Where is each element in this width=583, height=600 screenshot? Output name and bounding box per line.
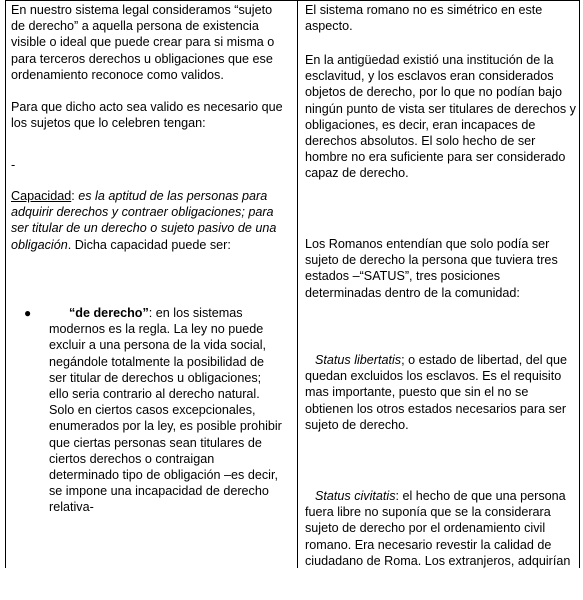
capacidad-colon: :	[71, 189, 79, 203]
right-paragraph-1: El sistema romano no es simétrico en este aspecto.	[305, 3, 543, 34]
capacidad-paragraph	[11, 188, 289, 253]
capacidad-label: Capacidad	[11, 189, 72, 203]
capacidad-definition: es la aptitud de las personas para adquirir derechos y contraer obligaciones; para ser titular de un derecho o sujeto pasivo de una obligación	[11, 189, 277, 252]
status-civitatis-title: Status civitatis	[315, 489, 396, 503]
table-border-top	[5, 0, 580, 1]
status-civitatis-paragraph	[305, 488, 579, 569]
status-libertatis-body: ; o estado de libertad, del que quedan excluidos los esclavos. Es el requisito mas importante, puesto que sin el no se obtienen los otros estados necesarios para ser sujeto de derecho.	[305, 353, 568, 432]
table-border-middle	[297, 0, 298, 568]
right-paragraph-2: En la antigüedad existió una institución de la esclavitud, y los esclavos eran considerados objetos de derecho, por lo que no podían bajo ningún punto de vista ser titulares de derechos y obligaciones, es decir, eran incapaces de derechos absolutos. El solo hecho de ser hombre no era suficiente para ser considerado capaz de derecho.	[305, 53, 576, 181]
bullet-icon: ●	[24, 306, 32, 320]
left-dash: -	[11, 158, 16, 172]
bullet-item-de-derecho	[49, 305, 283, 516]
left-paragraph-2: Para que dicho acto sea valido es necesario que los sujetos que lo celebren tengan:	[11, 100, 283, 131]
table-border-left	[5, 0, 6, 568]
bullet-title: “de derecho”	[69, 306, 149, 320]
capacidad-tail: . Dicha capacidad puede ser:	[67, 237, 231, 252]
status-libertatis-title: Status libertatis	[315, 353, 402, 367]
table-border-right	[579, 0, 580, 568]
status-civitatis-body: : el hecho de que una persona fuera libre no suponía que se la considerara sujeto de derecho por el ordenamiento civil romano. Era necesario revestir la calidad de ciudadano de Roma. Los extranjeros, adquirían	[305, 489, 571, 568]
status-libertatis-paragraph	[305, 352, 577, 433]
left-paragraph-1: En nuestro sistema legal consideramos “sujeto de derecho” a aquella persona de existencia visible o ideal que puede crear para si misma o para terceros derechos u obligaciones que ese ordenamiento reconoce como validos.	[11, 3, 275, 82]
bullet-body: : en los sistemas modernos es la regla. La ley no puede excluir a una persona de la vida social, negándole totalmente la posibilidad de ser titular de derechos u obligaciones; ello seria contrario al derecho natural. Solo en ciertos casos excepcionales, enumerados por la ley, es posible prohibir que ciertas personas sean titulares de ciertos derechos o contraigan determinado tipo de obligación –es decir, se impone una incapacidad de derecho relativa-	[49, 306, 282, 515]
right-paragraph-3: Los Romanos entendían que solo podía ser sujeto de derecho la persona que tuviera tres estados –“SATUS”, tres posiciones determinadas dentro de la comunidad:	[305, 237, 558, 300]
